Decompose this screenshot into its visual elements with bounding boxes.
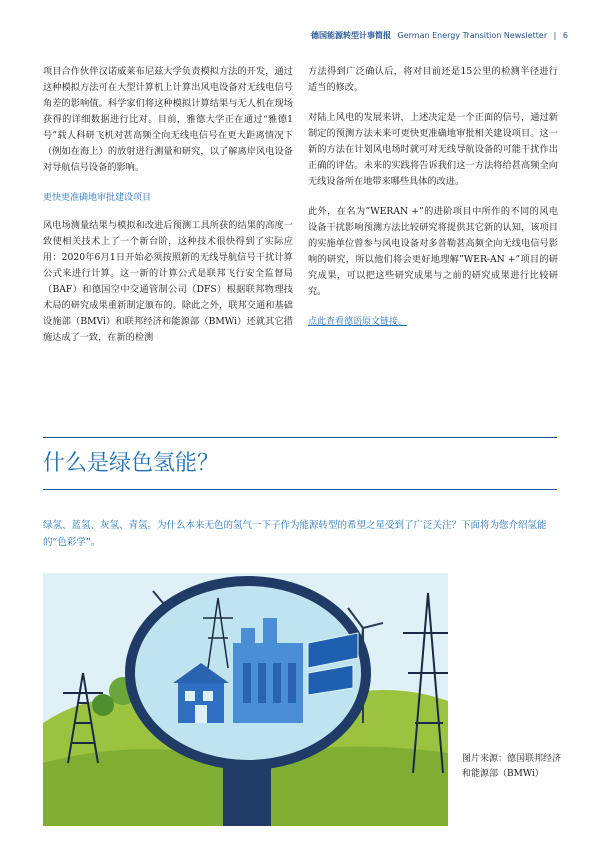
right-paragraph-1: 方法得到广泛确认后，将对目前还是15公里的检测半径进行适当的修改。 bbox=[308, 66, 558, 93]
right-paragraph-3: 此外，在名为”WERAN +”的进阶项目中所作的不同的风电设备干扰影响预测方法比较研究将提供其它新的认知，该项目的实施单位曾参与风电设备对多普勒甚高频全向无线电信号影响的研究，所以他们将会更好地理解”WER-AN +”项目的研究成果，可以把这些研究成果与之前的研究成果进行比较研究。 bbox=[308, 206, 558, 297]
subheading: 更快更准确地审批建设项目 bbox=[43, 193, 152, 203]
section-rule-top bbox=[43, 437, 557, 438]
figure-caption: 图片来源：德国联邦经济和能源部（BMWi） bbox=[462, 754, 562, 779]
section-title: 什么是绿色氢能？ bbox=[43, 451, 220, 476]
left-column bbox=[43, 64, 293, 360]
page-number: 6 bbox=[562, 31, 568, 40]
section-rule-bottom bbox=[43, 489, 557, 490]
left-paragraph-2: 风电场测量结果与模拟和改进后预测工具所获的结果的高度一致使相关技术上了一个新台阶，这种技术很快得到了实际应用：2020年6月1日开始必须按照新的无线导航信号干扰计算公式来进行计算。这一新的计算公式是联邦飞行安全监督局（BAF）和德国空中交通管制公司（DFS）根据联邦物理技术局的研究成果重新制定颁布的。除此之外，联邦交通和基础设施部（BMVi）和联邦经济和能源部（BMWi）还就其它措施达成了一致，在新的检测 bbox=[43, 220, 293, 343]
newsletter-title-en: German Energy Transition Newsletter bbox=[397, 31, 548, 40]
right-paragraph-2: 对陆上风电的发展来讲，上述决定是一个正面的信号，通过新制定的预测方法未来可更快更准确地审批相关建设项目。这一新的方法在计划风电场时就可对无线导航设备的可能干扰作出正确的评估。未来的实践将告诉我们这一方法将给甚高频全向无线设备所在地带来哪些具体的改进。 bbox=[308, 112, 558, 187]
section-intro: 绿氢、蓝氢、灰氢、青氢。为什么本来无色的氢气一下子作为能源转型的希望之星受到了广泛关注？下面将为您介绍氢能的“色彩学”。 bbox=[43, 520, 547, 548]
hydrogen-illustration bbox=[43, 573, 448, 826]
newsletter-title-cn: 德国能源转型计事简报 bbox=[310, 31, 391, 40]
header-separator: | bbox=[553, 31, 557, 40]
left-paragraph-1: 项目合作伙伴汉诺威莱布尼兹大学负责模拟方法的开发，通过这种模拟方法可在大型计算机上计算出风电设备对无线电信号角差的影响值。科学家们将这种模拟计算结果与无人机在现场获得的详细数据进行比对。目前，雅德大学正在通过“雅德1号”载人科研飞机对甚高频全向无线电信号在更大距离情况下（例如在海上）的放射进行测量和研究，以了解离岸风电设备对导航信号设备的影响。 bbox=[43, 66, 293, 173]
illustration-svg bbox=[43, 573, 448, 826]
magnifier-handle bbox=[223, 761, 271, 826]
tree-2 bbox=[92, 694, 114, 716]
page-header bbox=[311, 30, 568, 41]
right-column bbox=[308, 64, 558, 330]
german-original-link[interactable]: 点此查看德语原文链接。 bbox=[308, 317, 408, 327]
